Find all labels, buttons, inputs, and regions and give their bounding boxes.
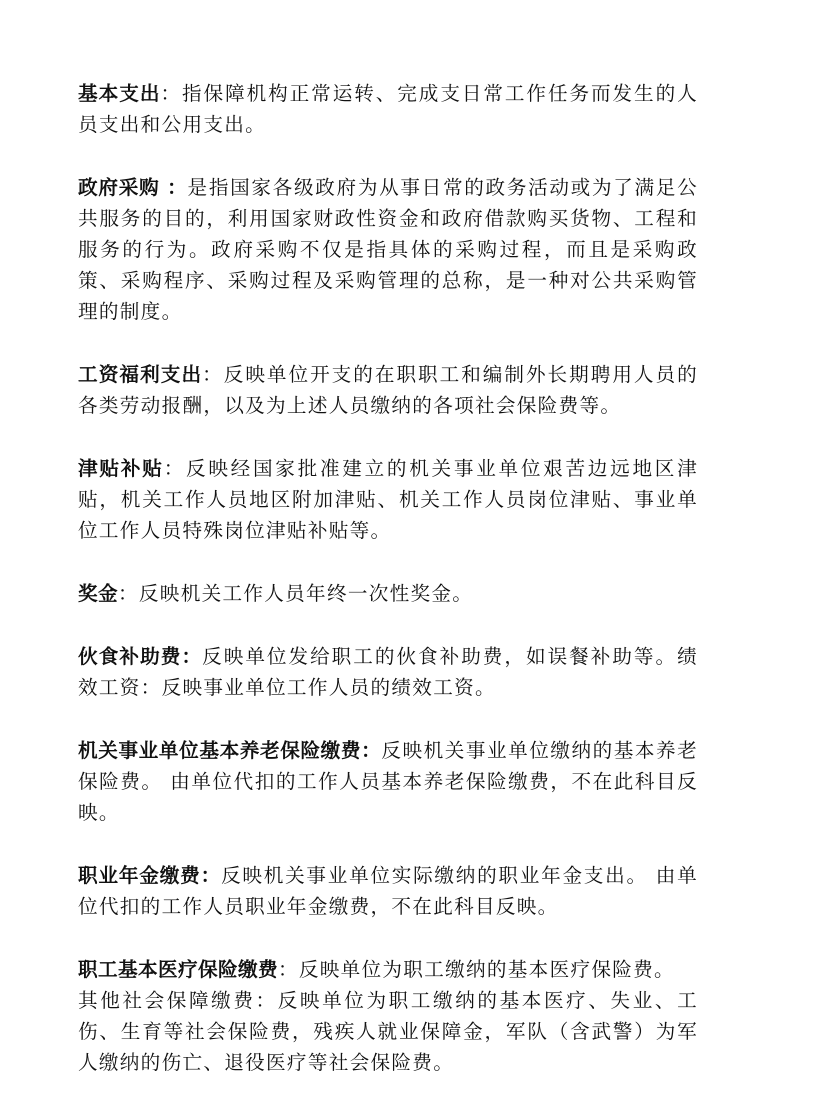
term-definition: 反映单位为职工缴纳的基本医疗保险费。 bbox=[298, 958, 675, 981]
entry-government-procurement bbox=[78, 172, 698, 327]
term-label: 伙食补助费 bbox=[78, 645, 182, 668]
term-definition: 反映机关工作人员年终一次性奖金。 bbox=[138, 582, 474, 605]
term-definition-extra: 其他社会保障缴费：反映单位为职工缴纳的基本医疗、失业、工伤、生育等社会保险费，残疾人就业保障金，军队（含武警）为军人缴纳的伤亡、退役医疗等社会保险费。 bbox=[78, 989, 698, 1074]
term-definition: 反映单位开支的在职职工和编制外长期聘用人员的各类劳动报酬，以及为上述人员缴纳的各项社会保险费等。 bbox=[78, 363, 698, 417]
document-page bbox=[78, 78, 698, 1110]
term-separator: ： bbox=[200, 864, 222, 887]
term-separator: ： bbox=[181, 645, 203, 668]
term-separator: ： bbox=[277, 958, 299, 981]
term-label: 职工基本医疗保险缴费 bbox=[78, 958, 278, 981]
entry-allowances-subsidies bbox=[78, 453, 698, 546]
term-label: 奖金 bbox=[78, 582, 118, 605]
entry-occupational-annuity bbox=[78, 860, 698, 922]
term-definition: 反映经国家批准建立的机关事业单位艰苦边远地区津贴，机关工作人员地区附加津贴、机关工作人员岗位津贴、事业单位工作人员特殊岗位津贴补贴等。 bbox=[78, 457, 698, 542]
term-definition: 指保障机构正常运转、完成支日常工作任务而发生的人员支出和公用支出。 bbox=[78, 82, 698, 136]
term-label: 职业年金缴费 bbox=[78, 864, 201, 887]
entry-meal-subsidy bbox=[78, 641, 698, 703]
entry-medical-insurance bbox=[78, 954, 698, 1078]
term-label: 政府采购 bbox=[78, 176, 168, 199]
term-definition: 反映机关事业单位实际缴纳的职业年金支出。 由单位代扣的工作人员职业年金缴费，不在此科目反映。 bbox=[78, 864, 698, 918]
term-separator: ： bbox=[361, 739, 382, 762]
term-label: 基本支出 bbox=[78, 82, 161, 105]
term-label: 津贴补贴 bbox=[78, 457, 164, 480]
term-separator: ： bbox=[118, 582, 139, 605]
entry-pension-insurance bbox=[78, 735, 698, 828]
entry-bonus bbox=[78, 578, 698, 609]
term-definition: 反映单位发给职工的伙食补助费，如误餐补助等。 bbox=[202, 645, 678, 668]
term-label: 工资福利支出 bbox=[78, 363, 203, 386]
term-separator: ： bbox=[163, 457, 187, 480]
term-definition-extra: 绩效工资：反映事业单位工作人员的绩效工资。 bbox=[78, 645, 699, 699]
entry-basic-expenditure bbox=[78, 78, 698, 140]
term-separator: ： bbox=[160, 82, 183, 105]
term-separator: ： bbox=[202, 363, 224, 386]
term-definition: 是指国家各级政府为从事日常的政务活动或为了满足公共服务的目的，利用国家财政性资金和政府借款购买货物、工程和服务的行为。政府采购不仅是指具体的采购过程，而且是采购政策、采购程序、采购过程及采购管理的总称，是一种对公共采购管理的制度。 bbox=[78, 176, 698, 323]
term-label: 机关事业单位基本养老保险缴费 bbox=[78, 739, 362, 762]
entry-wages-benefits bbox=[78, 359, 698, 421]
term-definition: 反映机关事业单位缴纳的基本养老保险费。 由单位代扣的工作人员基本养老保险缴费，不在此科目反映。 bbox=[78, 739, 699, 824]
term-separator: ： bbox=[167, 176, 188, 199]
